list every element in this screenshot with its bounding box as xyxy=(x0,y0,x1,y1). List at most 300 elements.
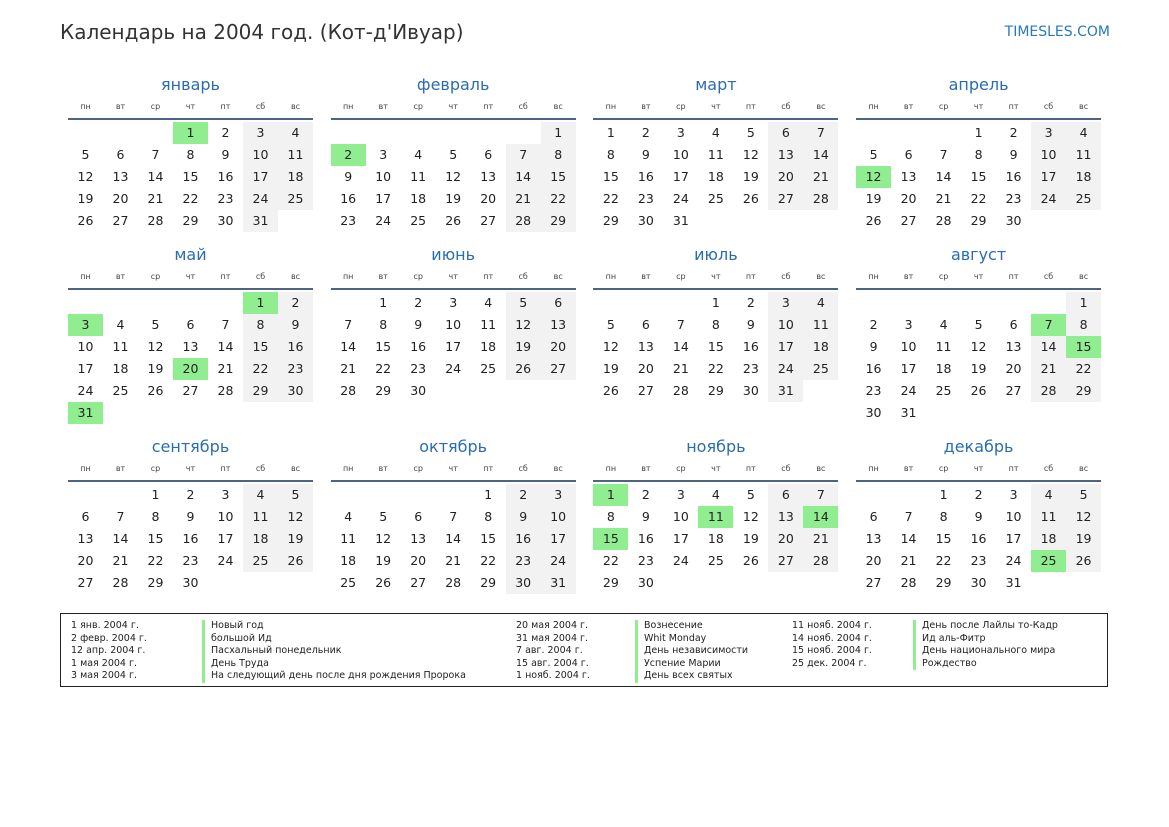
day-cell: 7 xyxy=(939,147,948,162)
legend-date: 2 февр. 2004 г. xyxy=(71,632,147,644)
weekday-label: пт xyxy=(745,102,756,111)
weekday-label: ср xyxy=(938,102,949,111)
day-cell: 29 xyxy=(480,575,497,590)
day-cell: 29 xyxy=(707,383,724,398)
day-cell: 14 xyxy=(506,166,541,188)
month-calendar xyxy=(593,244,838,424)
months-grid xyxy=(68,74,1101,594)
weekday-label: сб xyxy=(1043,102,1054,111)
month-name: февраль xyxy=(416,75,490,94)
day-cell: 8 xyxy=(379,317,388,332)
month-calendar xyxy=(331,436,576,594)
weekday-label: ср xyxy=(676,272,686,281)
day-cell: 12 xyxy=(506,314,541,336)
day-cell: 4 xyxy=(803,292,838,314)
day-cell: 27 xyxy=(1005,383,1022,398)
day-cell: 6 xyxy=(768,122,803,144)
day-cell: 7 xyxy=(116,509,125,524)
empty-cell xyxy=(173,292,208,314)
day-cell: 28 xyxy=(112,575,129,590)
day-cell: 23 xyxy=(217,191,234,206)
day-cell: 24 xyxy=(1031,188,1066,210)
day-cell: 27 xyxy=(541,358,576,380)
day-cell: 21 xyxy=(672,361,689,376)
day-cell: 16 xyxy=(637,531,654,546)
day-cell: 12 xyxy=(742,509,759,524)
day-cell: 17 xyxy=(672,531,689,546)
weekday-label: пн xyxy=(342,102,354,111)
day-cell: 22 xyxy=(147,553,164,568)
weekday-label: сб xyxy=(255,272,266,281)
empty-cell xyxy=(138,292,173,314)
day-cell: 8 xyxy=(606,509,615,524)
day-cell: 11 xyxy=(243,506,278,528)
day-cell: 17 xyxy=(445,339,462,354)
legend-names-column xyxy=(202,620,466,683)
day-cell: 19 xyxy=(865,191,882,206)
weekday-label: ср xyxy=(150,272,161,281)
day-cell: 26 xyxy=(278,550,313,572)
day-cell: 15 xyxy=(375,339,392,354)
day-cell: 2 xyxy=(869,317,878,332)
day-cell: 3 xyxy=(243,122,278,144)
weekday-label: чт xyxy=(185,464,196,473)
weekday-label: пн xyxy=(342,272,354,281)
day-cell: 18 xyxy=(340,553,357,568)
day-cell: 13 xyxy=(77,531,94,546)
day-cell: 22 xyxy=(182,191,199,206)
day-cell: 2 xyxy=(506,484,541,506)
day-grid xyxy=(856,292,1101,424)
day-grid xyxy=(331,484,576,594)
legend-date: 31 мая 2004 г. xyxy=(516,632,589,644)
day-cell: 5 xyxy=(1066,484,1101,506)
day-cell: 28 xyxy=(445,575,462,590)
site-link[interactable]: TIMESLES.COM xyxy=(1004,24,1110,40)
day-cell: 15 xyxy=(602,169,619,184)
day-cell: 3 xyxy=(1009,487,1018,502)
day-cell: 19 xyxy=(1066,528,1101,550)
empty-cell xyxy=(68,122,103,144)
holiday-day-cell: 25 xyxy=(1031,550,1066,572)
day-cell: 2 xyxy=(641,125,650,140)
day-cell: 8 xyxy=(151,509,160,524)
weekday-label: пн xyxy=(868,272,879,281)
day-cell: 24 xyxy=(375,213,392,228)
day-cell: 4 xyxy=(484,295,493,310)
day-cell: 27 xyxy=(112,213,129,228)
day-cell: 29 xyxy=(602,213,619,228)
day-cell: 6 xyxy=(768,484,803,506)
day-cell: 21 xyxy=(506,188,541,210)
legend-holiday-name: Пасхальный понедельник xyxy=(202,645,466,658)
legend-names-column xyxy=(913,620,1058,670)
day-cell: 18 xyxy=(707,169,724,184)
weekday-header xyxy=(593,458,838,482)
weekday-label: пт xyxy=(1008,464,1019,473)
day-cell: 23 xyxy=(182,553,199,568)
empty-cell xyxy=(1031,292,1066,314)
weekday-label: пт xyxy=(483,102,494,111)
day-cell: 5 xyxy=(506,292,541,314)
legend-holiday-name: На следующий день после дня рождения Пророка xyxy=(202,670,466,683)
day-cell: 6 xyxy=(1009,317,1018,332)
day-cell: 24 xyxy=(445,361,462,376)
day-cell: 14 xyxy=(803,144,838,166)
day-cell: 20 xyxy=(900,191,917,206)
day-cell: 11 xyxy=(112,339,129,354)
day-cell: 29 xyxy=(182,213,199,228)
weekday-header xyxy=(331,266,576,290)
day-cell: 15 xyxy=(707,339,724,354)
day-cell: 11 xyxy=(480,317,497,332)
day-cell: 17 xyxy=(672,169,689,184)
day-cell: 5 xyxy=(81,147,90,162)
day-cell: 28 xyxy=(340,383,357,398)
day-cell: 8 xyxy=(243,314,278,336)
day-cell: 5 xyxy=(151,317,160,332)
holiday-day-cell: 20 xyxy=(173,358,208,380)
day-cell: 20 xyxy=(768,166,803,188)
day-cell: 19 xyxy=(147,361,164,376)
legend-holiday-name: Whit Monday xyxy=(635,633,748,646)
holiday-day-cell: 2 xyxy=(331,144,366,166)
day-cell: 9 xyxy=(641,147,650,162)
month-calendar xyxy=(856,244,1101,424)
day-cell: 20 xyxy=(77,553,94,568)
day-cell: 7 xyxy=(506,144,541,166)
day-cell: 6 xyxy=(81,509,90,524)
weekday-label: вт xyxy=(115,272,126,281)
weekday-header xyxy=(856,96,1101,120)
empty-cell xyxy=(401,484,436,506)
day-cell: 7 xyxy=(344,317,353,332)
day-cell: 4 xyxy=(1031,484,1066,506)
day-cell: 7 xyxy=(904,509,913,524)
day-cell: 12 xyxy=(375,531,392,546)
day-cell: 13 xyxy=(410,531,427,546)
day-cell: 5 xyxy=(746,125,755,140)
weekday-label: пн xyxy=(80,464,91,473)
weekday-label: чт xyxy=(711,102,721,111)
day-cell: 1 xyxy=(1066,292,1101,314)
empty-cell xyxy=(436,122,471,144)
day-grid xyxy=(856,484,1101,594)
day-cell: 27 xyxy=(182,383,199,398)
day-cell: 7 xyxy=(803,484,838,506)
day-cell: 27 xyxy=(865,575,882,590)
day-cell: 1 xyxy=(711,295,720,310)
day-cell: 8 xyxy=(606,147,615,162)
day-cell: 24 xyxy=(672,191,689,206)
day-cell: 9 xyxy=(278,314,313,336)
weekday-header xyxy=(68,458,313,482)
empty-cell xyxy=(628,292,663,314)
day-cell: 3 xyxy=(676,125,685,140)
weekday-label: пт xyxy=(745,272,756,281)
day-cell: 18 xyxy=(707,531,724,546)
day-cell: 15 xyxy=(147,531,164,546)
day-cell: 13 xyxy=(182,339,199,354)
weekday-header xyxy=(593,96,838,120)
day-cell: 3 xyxy=(768,292,803,314)
weekday-label: вс xyxy=(553,464,563,473)
weekday-label: вт xyxy=(641,272,651,281)
weekday-label: вт xyxy=(903,464,914,473)
legend-dates-column xyxy=(516,620,590,683)
day-cell: 22 xyxy=(541,188,576,210)
day-cell: 16 xyxy=(865,361,882,376)
day-cell: 13 xyxy=(768,144,803,166)
weekday-label: вс xyxy=(553,272,563,281)
weekday-label: вт xyxy=(903,102,914,111)
day-cell: 23 xyxy=(970,553,987,568)
day-cell: 29 xyxy=(147,575,164,590)
day-cell: 3 xyxy=(449,295,458,310)
weekday-label: пт xyxy=(745,464,756,473)
day-cell: 28 xyxy=(900,575,917,590)
day-cell: 11 xyxy=(935,339,952,354)
day-cell: 7 xyxy=(221,317,230,332)
day-cell: 6 xyxy=(484,147,493,162)
day-cell: 4 xyxy=(711,125,720,140)
holiday-legend xyxy=(60,613,1108,687)
day-grid xyxy=(593,292,838,402)
weekday-label: сб xyxy=(518,272,528,281)
day-cell: 23 xyxy=(506,550,541,572)
day-cell: 30 xyxy=(410,383,427,398)
day-cell: 1 xyxy=(939,487,948,502)
day-cell: 24 xyxy=(768,358,803,380)
weekday-label: вс xyxy=(290,464,301,473)
day-cell: 7 xyxy=(676,317,685,332)
day-cell: 21 xyxy=(340,361,357,376)
weekday-label: пн xyxy=(80,102,91,111)
legend-date: 25 дек. 2004 г. xyxy=(792,657,867,669)
day-cell: 31 xyxy=(1005,575,1022,590)
day-cell: 25 xyxy=(112,383,129,398)
weekday-label: пт xyxy=(1008,102,1019,111)
day-cell: 2 xyxy=(221,125,230,140)
day-cell: 25 xyxy=(935,383,952,398)
day-cell: 1 xyxy=(484,487,493,502)
day-cell: 6 xyxy=(414,509,423,524)
holiday-day-cell: 1 xyxy=(173,122,208,144)
weekday-label: ср xyxy=(150,464,161,473)
day-cell: 26 xyxy=(77,213,94,228)
day-cell: 14 xyxy=(935,169,952,184)
day-cell: 13 xyxy=(1005,339,1022,354)
month-name: декабрь xyxy=(943,437,1014,456)
month-name: ноябрь xyxy=(686,437,746,456)
day-cell: 30 xyxy=(217,213,234,228)
weekday-header xyxy=(68,96,313,120)
day-cell: 12 xyxy=(147,339,164,354)
weekday-label: вт xyxy=(641,102,651,111)
day-cell: 2 xyxy=(1009,125,1018,140)
weekday-label: вт xyxy=(378,102,388,111)
day-cell: 14 xyxy=(900,531,917,546)
weekday-header xyxy=(593,266,838,290)
day-cell: 9 xyxy=(1009,147,1018,162)
day-cell: 15 xyxy=(935,531,952,546)
day-cell: 22 xyxy=(970,191,987,206)
weekday-label: ср xyxy=(150,102,161,111)
day-cell: 15 xyxy=(182,169,199,184)
day-cell: 19 xyxy=(742,531,759,546)
day-cell: 12 xyxy=(1066,506,1101,528)
empty-cell xyxy=(103,292,138,314)
day-cell: 14 xyxy=(112,531,129,546)
day-cell: 19 xyxy=(77,191,94,206)
weekday-label: пн xyxy=(868,464,879,473)
day-cell: 21 xyxy=(1031,358,1066,380)
weekday-label: сб xyxy=(255,464,266,473)
empty-cell xyxy=(961,292,996,314)
day-cell: 25 xyxy=(707,191,724,206)
weekday-label: вс xyxy=(290,102,301,111)
weekday-header xyxy=(68,266,313,290)
day-cell: 8 xyxy=(541,144,576,166)
day-cell: 23 xyxy=(742,361,759,376)
weekday-label: сб xyxy=(255,102,266,111)
empty-cell xyxy=(926,122,961,144)
day-cell: 16 xyxy=(182,531,199,546)
month-calendar xyxy=(331,74,576,232)
month-name: октябрь xyxy=(419,437,488,456)
day-cell: 17 xyxy=(541,528,576,550)
day-cell: 11 xyxy=(707,147,724,162)
day-cell: 4 xyxy=(243,484,278,506)
empty-cell xyxy=(856,122,891,144)
day-cell: 18 xyxy=(112,361,129,376)
day-cell: 23 xyxy=(637,191,654,206)
day-cell: 2 xyxy=(974,487,983,502)
day-cell: 27 xyxy=(77,575,94,590)
empty-cell xyxy=(506,122,541,144)
weekday-label: пн xyxy=(80,272,91,281)
day-cell: 3 xyxy=(221,487,230,502)
day-cell: 30 xyxy=(182,575,199,590)
day-cell: 2 xyxy=(278,292,313,314)
day-cell: 16 xyxy=(637,169,654,184)
day-cell: 21 xyxy=(935,191,952,206)
day-cell: 22 xyxy=(1066,358,1101,380)
legend-date: 20 мая 2004 г. xyxy=(516,620,589,631)
day-cell: 28 xyxy=(803,550,838,572)
day-cell: 13 xyxy=(541,314,576,336)
weekday-label: сб xyxy=(518,102,528,111)
day-cell: 20 xyxy=(480,191,497,206)
empty-cell xyxy=(436,484,471,506)
legend-date: 15 авг. 2004 г. xyxy=(516,657,589,669)
day-cell: 10 xyxy=(1031,144,1066,166)
day-cell: 9 xyxy=(414,317,423,332)
day-cell: 15 xyxy=(541,166,576,188)
day-cell: 1 xyxy=(974,125,983,140)
day-cell: 26 xyxy=(742,191,759,206)
day-cell: 14 xyxy=(340,339,357,354)
weekday-label: вс xyxy=(816,272,826,281)
day-cell: 16 xyxy=(506,528,541,550)
day-cell: 26 xyxy=(445,213,462,228)
weekday-label: чт xyxy=(711,272,721,281)
weekday-label: вс xyxy=(816,102,826,111)
day-cell: 25 xyxy=(278,188,313,210)
day-cell: 25 xyxy=(243,550,278,572)
day-cell: 22 xyxy=(935,553,952,568)
day-cell: 15 xyxy=(480,531,497,546)
legend-holiday-name: Новый год xyxy=(202,620,466,633)
day-cell: 16 xyxy=(1005,169,1022,184)
day-cell: 16 xyxy=(217,169,234,184)
day-cell: 21 xyxy=(900,553,917,568)
day-cell: 10 xyxy=(1005,509,1022,524)
day-cell: 6 xyxy=(186,317,195,332)
day-cell: 23 xyxy=(637,553,654,568)
day-cell: 30 xyxy=(506,572,541,594)
day-cell: 18 xyxy=(410,191,427,206)
day-cell: 27 xyxy=(900,213,917,228)
day-cell: 27 xyxy=(768,188,803,210)
day-cell: 12 xyxy=(445,169,462,184)
weekday-label: пн xyxy=(605,464,617,473)
day-cell: 4 xyxy=(1066,122,1101,144)
day-cell: 17 xyxy=(1031,166,1066,188)
day-cell: 24 xyxy=(243,188,278,210)
day-cell: 10 xyxy=(243,144,278,166)
day-cell: 17 xyxy=(375,191,392,206)
empty-cell xyxy=(68,484,103,506)
day-cell: 26 xyxy=(375,575,392,590)
day-cell: 27 xyxy=(480,213,497,228)
empty-cell xyxy=(593,292,628,314)
empty-cell xyxy=(891,484,926,506)
day-grid xyxy=(68,122,313,232)
day-cell: 21 xyxy=(803,166,838,188)
legend-date: 12 апр. 2004 г. xyxy=(71,645,146,657)
day-cell: 6 xyxy=(116,147,125,162)
holiday-day-cell: 1 xyxy=(243,292,278,314)
holiday-day-cell: 3 xyxy=(68,314,103,336)
day-cell: 22 xyxy=(480,553,497,568)
day-cell: 12 xyxy=(278,506,313,528)
legend-holiday-name: Успение Марии xyxy=(635,658,748,671)
day-cell: 9 xyxy=(344,169,353,184)
weekday-label: сб xyxy=(781,464,791,473)
empty-cell xyxy=(401,122,436,144)
holiday-day-cell: 15 xyxy=(1066,336,1101,358)
day-cell: 3 xyxy=(541,484,576,506)
day-cell: 2 xyxy=(414,295,423,310)
page-title: Календарь на 2004 год. (Кот-д'Ивуар) xyxy=(60,20,464,44)
day-cell: 13 xyxy=(865,531,882,546)
month-calendar xyxy=(593,436,838,594)
weekday-label: чт xyxy=(185,102,196,111)
day-cell: 30 xyxy=(742,383,759,398)
day-cell: 27 xyxy=(637,383,654,398)
weekday-label: пт xyxy=(220,464,231,473)
weekday-header xyxy=(331,458,576,482)
legend-date: 11 нояб. 2004 г. xyxy=(792,620,872,631)
day-cell: 8 xyxy=(974,147,983,162)
day-cell: 29 xyxy=(1066,380,1101,402)
day-grid xyxy=(593,122,838,232)
legend-holiday-name: День независимости xyxy=(635,645,748,658)
day-cell: 24 xyxy=(900,383,917,398)
day-cell: 7 xyxy=(449,509,458,524)
month-calendar xyxy=(331,244,576,424)
